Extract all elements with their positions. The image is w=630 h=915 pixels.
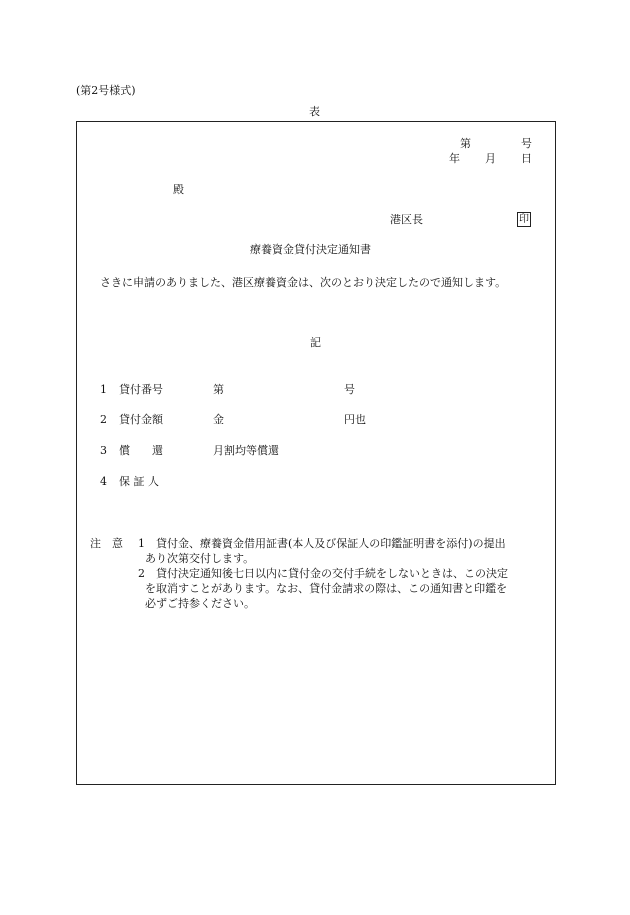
- item-value: 金: [213, 413, 224, 426]
- note-text: を取消すことがあります。なお、貸付金請求の際は、この通知書と印鑑を: [145, 582, 508, 595]
- item-suffix: 円也: [344, 413, 366, 426]
- notes-heading: 注 意: [90, 537, 123, 550]
- item-suffix: 号: [344, 383, 355, 396]
- item-value: 第: [213, 383, 224, 396]
- item-label: 貸付番号: [119, 383, 163, 396]
- item-number: 3: [100, 444, 107, 457]
- intro-text: さきに申請のありました、港区療養資金は、次のとおり決定したので通知します。: [100, 276, 507, 289]
- item-label: 貸付金額: [119, 413, 163, 426]
- note-text: あり次第交付します。: [145, 552, 255, 565]
- note-text: 必ずご持参ください。: [145, 597, 255, 610]
- note-text: 貸付金、療養資金借用証書(本人及び保証人の印鑑証明書を添付)の提出: [156, 537, 506, 550]
- date-day: 日: [521, 152, 532, 165]
- item-value: 月割均等償還: [213, 444, 279, 457]
- addressee-suffix: 殿: [173, 183, 184, 196]
- issuer-seal: [517, 212, 531, 227]
- side-label: 表: [309, 105, 320, 118]
- item-label: 償 還: [119, 444, 163, 457]
- note-number: 1: [138, 537, 145, 550]
- note-number: 2: [138, 567, 145, 580]
- seal-icon: 印: [519, 214, 529, 225]
- note-text: 貸付決定通知後七日以内に貸付金の交付手続をしないときは、この決定: [156, 567, 508, 580]
- number-dai: 第: [460, 137, 471, 150]
- item-number: 2: [100, 413, 107, 426]
- date-year: 年: [449, 152, 460, 165]
- item-number: 4: [100, 475, 107, 488]
- document-title: 療養資金貸付決定通知書: [250, 243, 371, 256]
- date-month: 月: [485, 152, 496, 165]
- item-number: 1: [100, 383, 107, 396]
- number-go: 号: [521, 137, 532, 150]
- item-label: 保 証 人: [119, 475, 159, 488]
- ki-heading: 記: [310, 336, 321, 349]
- issuer-title: 港区長: [390, 213, 423, 226]
- form-label: (第2号様式): [76, 84, 136, 97]
